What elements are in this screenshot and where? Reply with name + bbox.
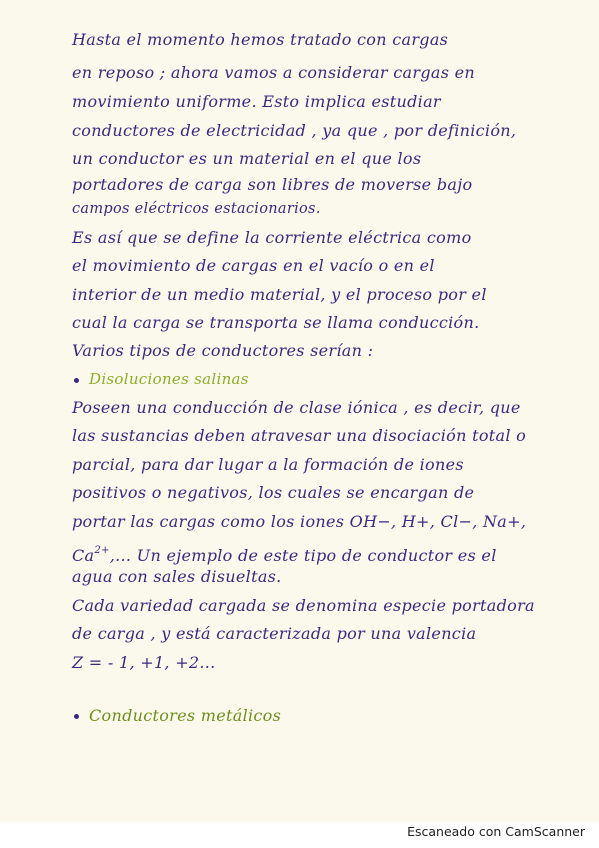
- text-line: movimiento uniforme. Esto implica estudiar: [72, 92, 441, 111]
- text-line: Cada variedad cargada se denomina especie portadora: [72, 596, 535, 615]
- text-line: Hasta el momento hemos tratado con cargas: [72, 30, 449, 49]
- text-line: Es así que se define la corriente eléctrica como: [72, 228, 472, 247]
- text-line: Varios tipos de conductores serían :: [72, 341, 374, 360]
- text-line: el movimiento de cargas en el vacío o en el: [72, 256, 435, 275]
- bullet-icon: [74, 378, 79, 383]
- text-line: Z = - 1, +1, +2...: [72, 653, 216, 672]
- text-line: portadores de carga son libres de moverse bajo: [72, 175, 473, 194]
- ca-symbol: Ca: [72, 546, 95, 565]
- section-heading-label: Disoluciones salinas: [89, 370, 249, 388]
- text-line: agua con sales disueltas.: [72, 567, 282, 586]
- ca-charge: 2+: [94, 545, 110, 556]
- text-line: parcial, para dar lugar a la formación de iones: [72, 455, 464, 474]
- text-line: positivos o negativos, los cuales se encargan de: [72, 483, 475, 502]
- scanner-watermark: Escaneado con CamScanner: [407, 824, 585, 839]
- text-line: las sustancias deben atravesar una disociación total o: [72, 426, 527, 445]
- bullet-icon: [74, 714, 79, 719]
- text-line: interior de un medio material, y el proceso por el: [72, 285, 487, 304]
- text-line: campos eléctricos estacionarios.: [72, 201, 321, 217]
- text-line: cual la carga se transporta se llama conducción.: [72, 313, 480, 332]
- text-line: un conductor es un material en el que los: [72, 149, 422, 168]
- text-line: Poseen una conducción de clase iónica , es decir, que: [72, 398, 521, 417]
- section-heading-label: Conductores metálicos: [89, 706, 282, 725]
- text-line: de carga , y está caracterizada por una valencia: [72, 624, 477, 643]
- text-line: portar las cargas como los iones OH−, H+, Cl−, Na+,: [72, 512, 527, 531]
- ca-rest: ,... Un ejemplo de este tipo de conductor es el: [109, 546, 497, 565]
- text-line-ca: [72, 541, 497, 566]
- text-line: en reposo ; ahora vamos a considerar cargas en: [72, 63, 475, 82]
- section-heading-disoluciones: [74, 369, 249, 389]
- text-line: conductores de electricidad , ya que , por definición,: [72, 121, 517, 140]
- section-heading-conductores: [74, 706, 281, 726]
